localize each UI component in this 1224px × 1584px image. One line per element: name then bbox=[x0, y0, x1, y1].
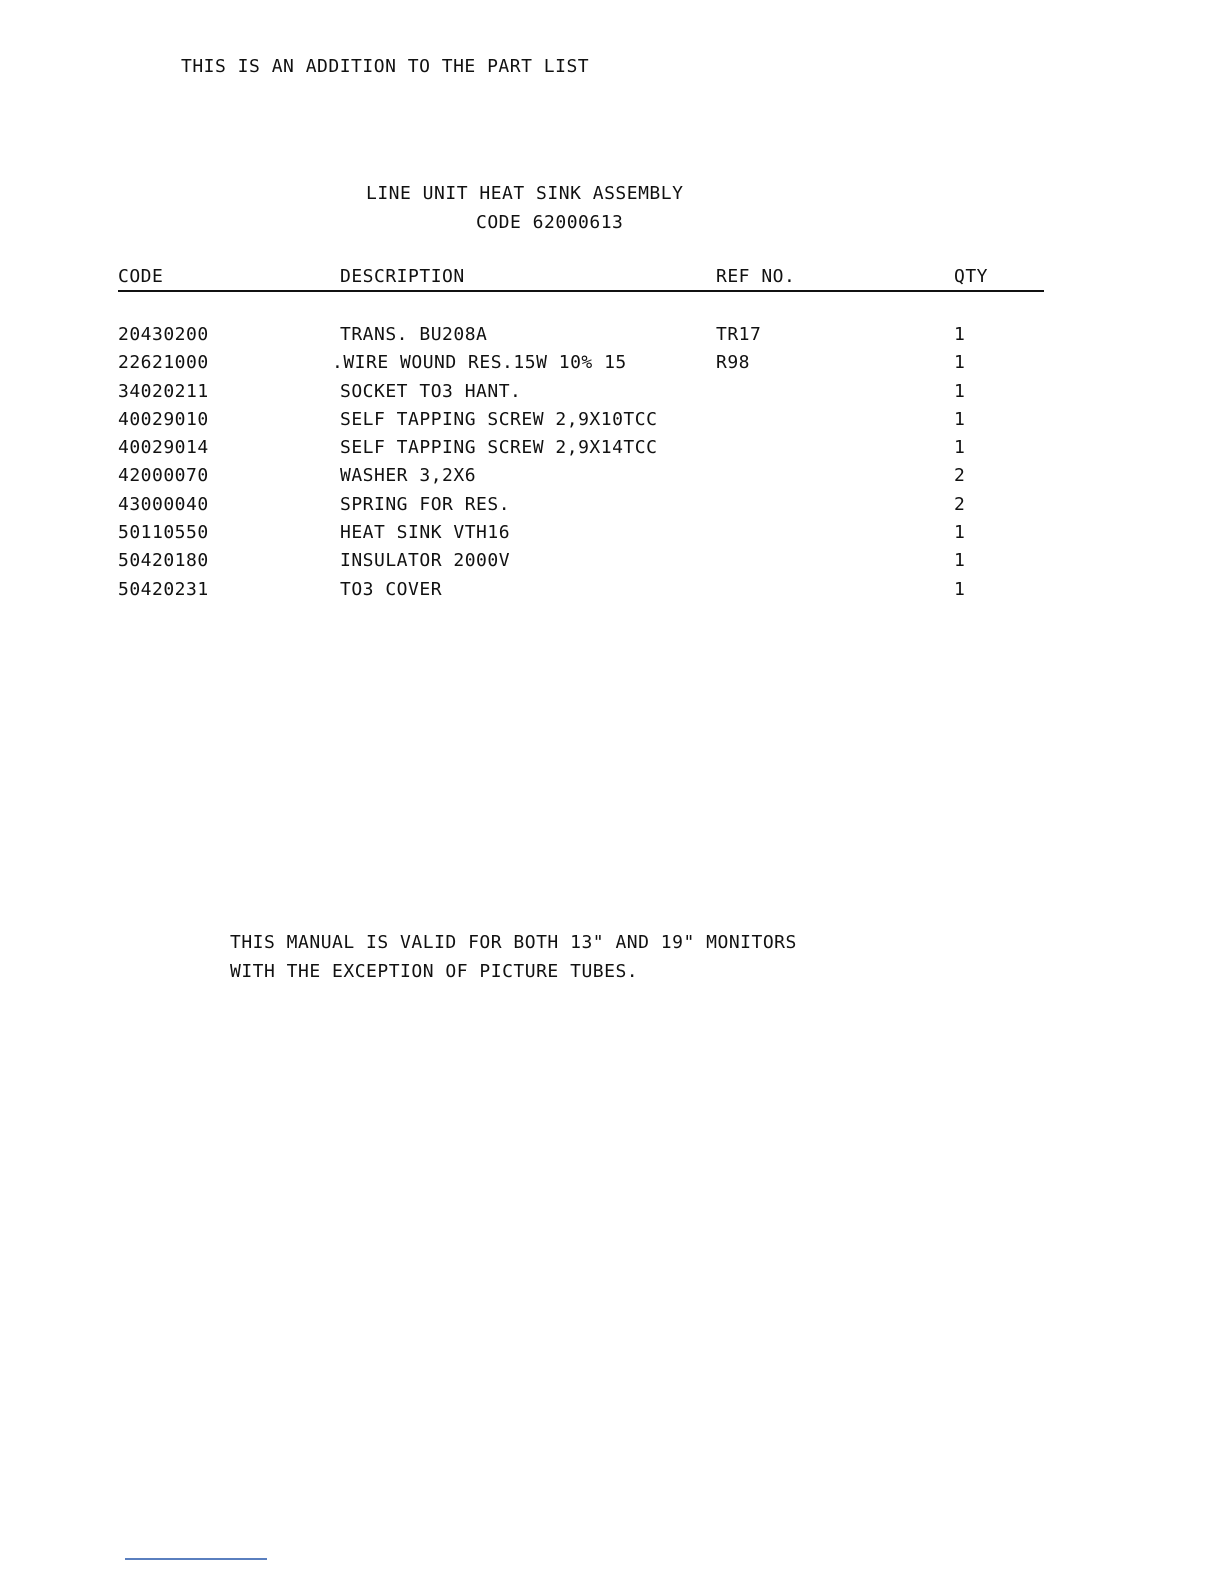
table-body bbox=[118, 324, 1044, 607]
cell-code: 43000040 bbox=[118, 493, 209, 515]
assembly-code: CODE 62000613 bbox=[476, 212, 624, 233]
header-ref-no: REF NO. bbox=[716, 266, 796, 287]
table-row bbox=[118, 579, 1044, 607]
parts-table bbox=[118, 266, 1044, 607]
cell-code: 20430200 bbox=[118, 324, 209, 345]
cell-description: TO3 COVER bbox=[340, 578, 443, 600]
cell-qty: 1 bbox=[954, 578, 966, 600]
cell-qty: 1 bbox=[954, 408, 966, 430]
table-row bbox=[118, 550, 1044, 578]
table-row bbox=[118, 352, 1044, 380]
header-qty: QTY bbox=[954, 266, 989, 287]
cell-code: 40029010 bbox=[118, 408, 209, 430]
validity-note-line-1: THIS MANUAL IS VALID FOR BOTH 13" AND 19" MONITORS bbox=[230, 932, 797, 953]
cell-description: SPRING FOR RES. bbox=[340, 493, 511, 515]
cell-code: 40029014 bbox=[118, 437, 209, 459]
cell-description: WASHER 3,2X6 bbox=[340, 465, 477, 487]
cell-ref: R98 bbox=[716, 352, 751, 374]
cell-qty: 1 bbox=[954, 352, 966, 374]
cell-ref: TR17 bbox=[716, 324, 762, 345]
cell-qty: 2 bbox=[954, 493, 966, 515]
validity-note-line-2: WITH THE EXCEPTION OF PICTURE TUBES. bbox=[230, 961, 639, 982]
cell-code: 50110550 bbox=[118, 522, 209, 544]
cell-description: SOCKET TO3 HANT. bbox=[340, 380, 522, 402]
cell-code: 50420231 bbox=[118, 578, 209, 600]
table-row bbox=[118, 494, 1044, 522]
footer-rule bbox=[125, 1558, 267, 1560]
cell-code: 34020211 bbox=[118, 380, 209, 402]
header-code: CODE bbox=[118, 266, 164, 287]
cell-qty: 1 bbox=[954, 324, 966, 345]
cell-description: SELF TAPPING SCREW 2,9X14TCC bbox=[340, 437, 658, 459]
cell-qty: 1 bbox=[954, 550, 966, 572]
cell-description: SELF TAPPING SCREW 2,9X10TCC bbox=[340, 408, 658, 430]
table-header bbox=[118, 266, 1044, 292]
cell-description: INSULATOR 2000V bbox=[340, 550, 511, 572]
table-row bbox=[118, 409, 1044, 437]
cell-description: TRANS. BU208A bbox=[340, 324, 488, 345]
header-description: DESCRIPTION bbox=[340, 266, 465, 287]
table-row bbox=[118, 437, 1044, 465]
cell-code: 22621000 bbox=[118, 352, 209, 374]
cell-qty: 2 bbox=[954, 465, 966, 487]
table-row bbox=[118, 324, 1044, 352]
cell-code: 42000070 bbox=[118, 465, 209, 487]
table-row bbox=[118, 381, 1044, 409]
cell-code: 50420180 bbox=[118, 550, 209, 572]
cell-description: HEAT SINK VTH16 bbox=[340, 522, 511, 544]
page-heading: THIS IS AN ADDITION TO THE PART LIST bbox=[181, 56, 590, 77]
cell-qty: 1 bbox=[954, 437, 966, 459]
cell-qty: 1 bbox=[954, 522, 966, 544]
cell-qty: 1 bbox=[954, 380, 966, 402]
assembly-title: LINE UNIT HEAT SINK ASSEMBLY bbox=[366, 183, 684, 204]
table-row bbox=[118, 522, 1044, 550]
cell-description: .WIRE WOUND RES.15W 10% 15 bbox=[332, 352, 627, 374]
table-row bbox=[118, 465, 1044, 493]
